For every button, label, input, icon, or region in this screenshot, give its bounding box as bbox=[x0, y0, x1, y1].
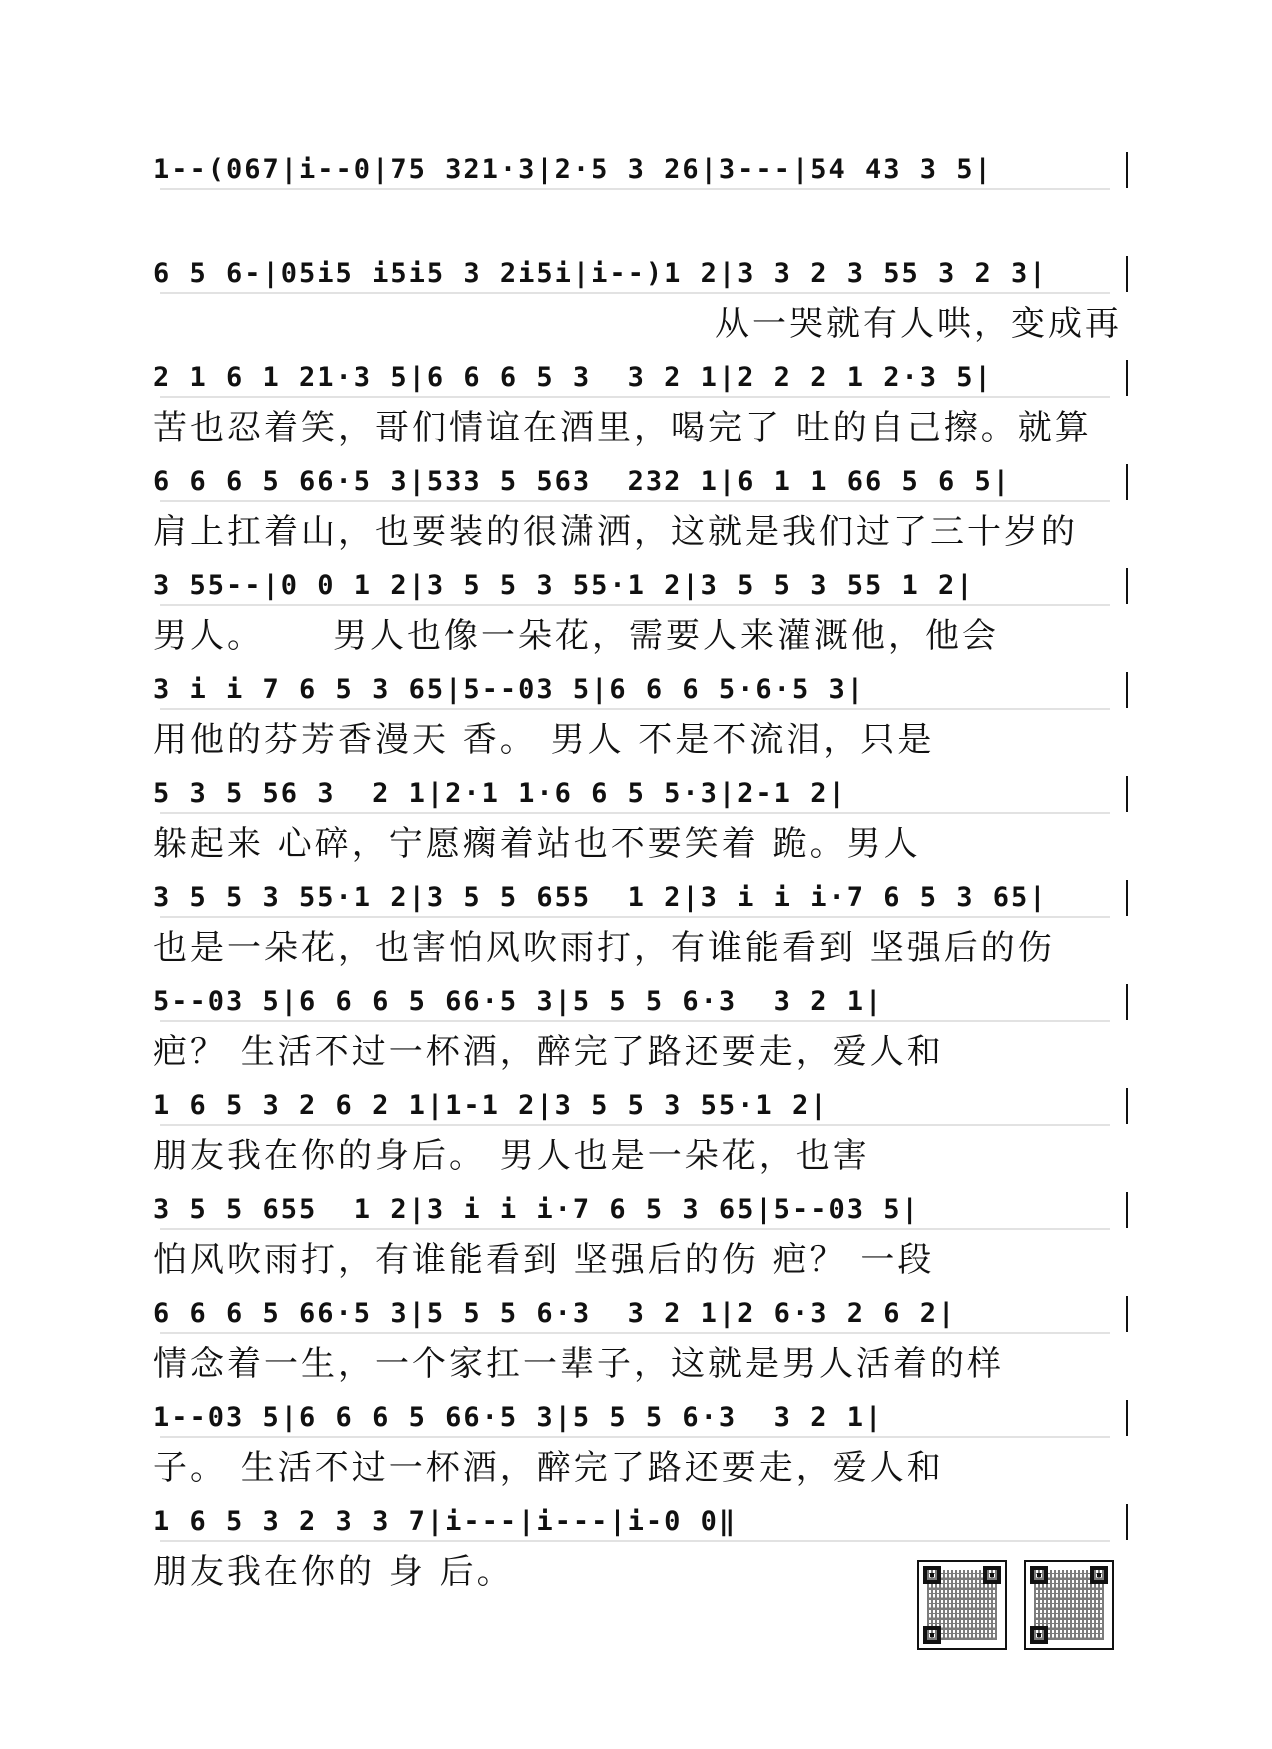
lyrics-row: 用他的芬芳香漫天 香。 男人 不是不流泪，只是 bbox=[153, 720, 935, 760]
notation-row: 5 3 5 56 3 2 1|2·1 1·6 6 5 5·3|2-1 2| bbox=[153, 778, 847, 809]
barline bbox=[1126, 1088, 1128, 1124]
notation-row: 6 6 6 5 66·5 3|533 5 563 232 1|6 1 1 66 5 6 5| bbox=[153, 466, 1012, 497]
notation-row: 2 1 6 1 21·3 5|6 6 6 5 3 3 2 1|2 2 2 1 2·3 5| bbox=[153, 362, 993, 393]
lyrics-row: 朋友我在你的身后。 男人也是一朵花，也害 bbox=[153, 1136, 870, 1176]
rhythm-underline bbox=[160, 1332, 1110, 1334]
rhythm-underline bbox=[160, 708, 1110, 710]
barline bbox=[1126, 1296, 1128, 1332]
notation-row: 1--(067|i--0|75 321·3|2·5 3 26|3---|54 43 3 5| bbox=[153, 154, 993, 185]
barline bbox=[1126, 1192, 1128, 1228]
notation-row: 1--03 5|6 6 6 5 66·5 3|5 5 5 6·3 3 2 1| bbox=[153, 1402, 884, 1433]
barline bbox=[1126, 568, 1128, 604]
lyrics-row: 也是一朵花，也害怕风吹雨打，有谁能看到 坚强后的伤 bbox=[153, 928, 1055, 968]
barline bbox=[1126, 152, 1128, 188]
barline bbox=[1126, 776, 1128, 812]
lyrics-row bbox=[153, 198, 1123, 242]
lyrics-row: 苦也忍着笑，哥们情谊在酒里，喝完了 吐的自己擦。就算 bbox=[153, 408, 1092, 448]
barline bbox=[1126, 672, 1128, 708]
notation-row: 3 5 5 3 55·1 2|3 5 5 655 1 2|3 i i i·7 6 5 3 65| bbox=[153, 882, 1048, 913]
lyrics-row: 子。 生活不过一杯酒，醉完了路还要走，爱人和 bbox=[153, 1448, 944, 1488]
barline bbox=[1126, 360, 1128, 396]
notation-row: 6 6 6 5 66·5 3|5 5 5 6·3 3 2 1|2 6·3 2 6 2| bbox=[153, 1298, 957, 1329]
rhythm-underline bbox=[160, 916, 1110, 918]
rhythm-underline bbox=[160, 396, 1110, 398]
lyrics-row: 男人。 男人也像一朵花，需要人来灌溉他，他会 bbox=[153, 616, 1000, 656]
rhythm-underline bbox=[160, 604, 1110, 606]
lyrics-row: 怕风吹雨打，有谁能看到 坚强后的伤 疤？ 一段 bbox=[153, 1240, 935, 1280]
lyrics-row: 朋友我在你的 身 后。 bbox=[153, 1552, 514, 1592]
notation-row: 1 6 5 3 2 3 3 7|i---|i---|i-0 0‖ bbox=[153, 1506, 738, 1537]
rhythm-underline bbox=[160, 188, 1110, 190]
lyrics-row: 疤？ 生活不过一杯酒，醉完了路还要走，爱人和 bbox=[153, 1032, 944, 1072]
barline bbox=[1126, 880, 1128, 916]
rhythm-underline bbox=[160, 500, 1110, 502]
notation-row: 5--03 5|6 6 6 5 66·5 3|5 5 5 6·3 3 2 1| bbox=[153, 986, 884, 1017]
rhythm-underline bbox=[160, 1540, 1110, 1542]
barline bbox=[1126, 1400, 1128, 1436]
notation-row: 3 5 5 655 1 2|3 i i i·7 6 5 3 65|5--03 5| bbox=[153, 1194, 920, 1225]
barline bbox=[1126, 464, 1128, 500]
rhythm-underline bbox=[160, 1436, 1110, 1438]
lyrics-row: 躲起来 心碎，宁愿瘸着站也不要笑着 跪。男人 bbox=[153, 824, 921, 864]
rhythm-underline bbox=[160, 292, 1110, 294]
rhythm-underline bbox=[160, 1228, 1110, 1230]
rhythm-underline bbox=[160, 1020, 1110, 1022]
notation-row: 1 6 5 3 2 6 2 1|1-1 2|3 5 5 3 55·1 2| bbox=[153, 1090, 829, 1121]
lyrics-row: 从一哭就有人哄，变成再 bbox=[715, 304, 1122, 344]
rhythm-underline bbox=[160, 1124, 1110, 1126]
lyrics-row: 情念着一生，一个家扛一辈子，这就是男人活着的样 bbox=[153, 1344, 1004, 1384]
rhythm-underline bbox=[160, 812, 1110, 814]
notation-row: 6 5 6-|05i5 i5i5 3 2i5i|i--)1 2|3 3 2 3 55 3 2 3| bbox=[153, 258, 1048, 289]
barline bbox=[1126, 984, 1128, 1020]
qr-code-left-icon bbox=[917, 1560, 1007, 1650]
notation-row: 3 55--|0 0 1 2|3 5 5 3 55·1 2|3 5 5 3 55 1 2| bbox=[153, 570, 975, 601]
notation-row: 3 i i 7 6 5 3 65|5--03 5|6 6 6 5·6·5 3| bbox=[153, 674, 865, 705]
qr-code-right-icon bbox=[1024, 1560, 1114, 1650]
barline bbox=[1126, 1504, 1128, 1540]
lyrics-row: 肩上扛着山，也要装的很潇洒，这就是我们过了三十岁的 bbox=[153, 512, 1078, 552]
barline bbox=[1126, 256, 1128, 292]
